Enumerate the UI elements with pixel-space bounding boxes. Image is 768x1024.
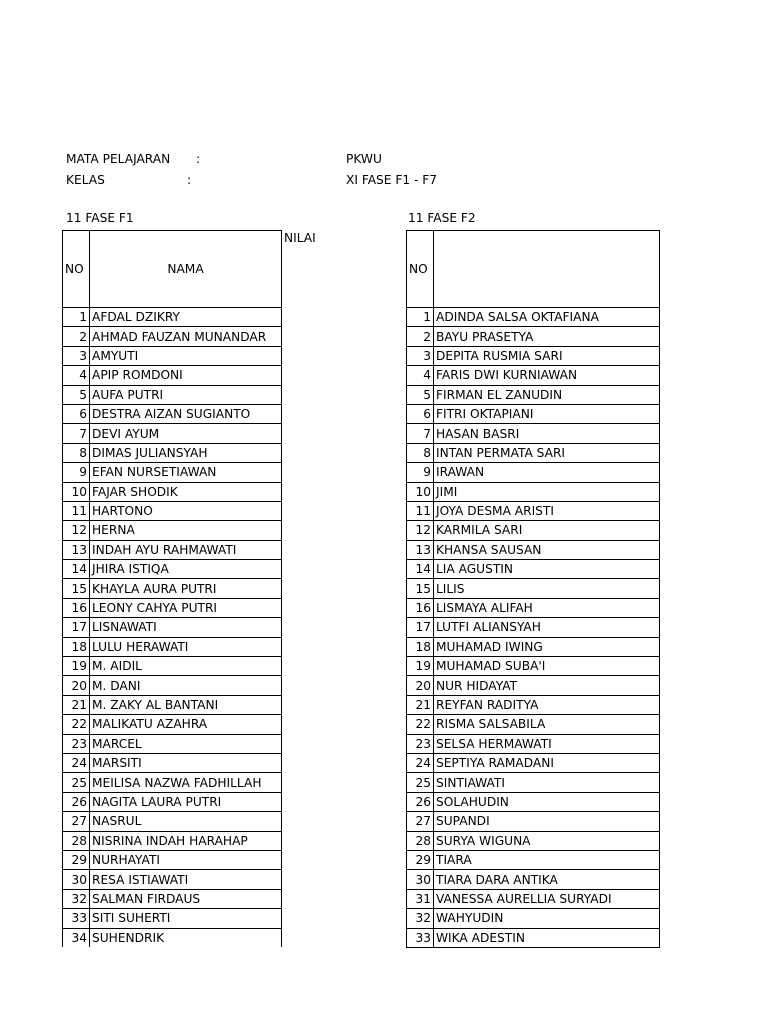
- table-row: [63, 463, 282, 482]
- row-number: 20: [63, 676, 90, 695]
- table-row: [63, 308, 282, 327]
- row-number: 31: [407, 889, 434, 908]
- student-table-f2: [406, 230, 660, 948]
- table-header-row: [407, 231, 660, 308]
- table-row: [407, 366, 660, 385]
- student-name: NURHAYATI: [90, 850, 282, 869]
- table-row: [407, 695, 660, 714]
- table-row: [407, 404, 660, 423]
- student-name: VANESSA AURELLIA SURYADI: [434, 889, 660, 908]
- student-name: MARSITI: [90, 753, 282, 772]
- student-name: HASAN BASRI: [434, 424, 660, 443]
- table-row: [63, 521, 282, 540]
- student-name: M. ZAKY AL BANTANI: [90, 695, 282, 714]
- student-name: AMYUTI: [90, 346, 282, 365]
- student-name: KHAYLA AURA PUTRI: [90, 579, 282, 598]
- student-name: FIRMAN EL ZANUDIN: [434, 385, 660, 404]
- row-number: 21: [63, 695, 90, 714]
- table-row: [63, 560, 282, 579]
- student-name: MUHAMAD SUBA'I: [434, 657, 660, 676]
- student-name: LIA AGUSTIN: [434, 560, 660, 579]
- row-number: 20: [407, 676, 434, 695]
- student-name: RESA ISTIAWATI: [90, 870, 282, 889]
- student-name: SUHENDRIK: [90, 928, 282, 947]
- student-name: MARCEL: [90, 734, 282, 753]
- table-row: [63, 850, 282, 869]
- table-row: [63, 889, 282, 908]
- table-row: [63, 598, 282, 617]
- table-row: [407, 463, 660, 482]
- student-name: LULU HERAWATI: [90, 637, 282, 656]
- table-row: [407, 792, 660, 811]
- table-row: [63, 385, 282, 404]
- table-row: [63, 657, 282, 676]
- table-row: [407, 657, 660, 676]
- student-name: M. AIDIL: [90, 657, 282, 676]
- table1-title: 11 FASE F1: [66, 211, 134, 225]
- row-number: 8: [63, 443, 90, 462]
- row-number: 32: [407, 909, 434, 928]
- row-number: 14: [63, 560, 90, 579]
- student-name: HERNA: [90, 521, 282, 540]
- table-row: [63, 734, 282, 753]
- row-number: 24: [63, 753, 90, 772]
- table-row: [63, 909, 282, 928]
- row-number: 17: [407, 618, 434, 637]
- student-name: TIARA: [434, 850, 660, 869]
- row-number: 9: [63, 463, 90, 482]
- row-number: 16: [407, 598, 434, 617]
- row-number: 19: [63, 657, 90, 676]
- nilai-column-label: NILAI: [284, 231, 316, 245]
- student-name: RISMA SALSABILA: [434, 715, 660, 734]
- table-row: [63, 637, 282, 656]
- table-row: [407, 637, 660, 656]
- row-number: 5: [407, 385, 434, 404]
- table-row: [407, 773, 660, 792]
- table-row: [407, 909, 660, 928]
- table-row: [63, 695, 282, 714]
- student-name: LILIS: [434, 579, 660, 598]
- student-name: DEPITA RUSMIA SARI: [434, 346, 660, 365]
- row-number: 18: [407, 637, 434, 656]
- row-number: 25: [407, 773, 434, 792]
- row-number: 12: [407, 521, 434, 540]
- row-number: 11: [63, 501, 90, 520]
- student-name: MEILISA NAZWA FADHILLAH: [90, 773, 282, 792]
- table-row: [407, 308, 660, 327]
- row-number: 18: [63, 637, 90, 656]
- subject-label: MATA PELAJARAN: [66, 152, 171, 166]
- table-row: [407, 327, 660, 346]
- class-colon: :: [187, 173, 192, 187]
- student-name: SELSA HERMAWATI: [434, 734, 660, 753]
- table-row: [63, 773, 282, 792]
- student-name: IRAWAN: [434, 463, 660, 482]
- row-number: 15: [407, 579, 434, 598]
- student-name: KHANSA SAUSAN: [434, 540, 660, 559]
- header-no: NO: [63, 231, 90, 308]
- student-name: ADINDA SALSA OKTAFIANA: [434, 308, 660, 327]
- table-row: [63, 870, 282, 889]
- row-number: 27: [63, 812, 90, 831]
- table-row: [407, 482, 660, 501]
- row-number: 23: [407, 734, 434, 753]
- row-number: 26: [407, 792, 434, 811]
- student-name: AUFA PUTRI: [90, 385, 282, 404]
- row-number: 34: [63, 928, 90, 947]
- student-name: FARIS DWI KURNIAWAN: [434, 366, 660, 385]
- row-number: 30: [407, 870, 434, 889]
- student-name: SALMAN FIRDAUS: [90, 889, 282, 908]
- student-name: NISRINA INDAH HARAHAP: [90, 831, 282, 850]
- table-row: [407, 346, 660, 365]
- table-row: [407, 598, 660, 617]
- row-number: 14: [407, 560, 434, 579]
- table-row: [63, 501, 282, 520]
- row-number: 19: [407, 657, 434, 676]
- table-row: [63, 579, 282, 598]
- student-name: REYFAN RADITYA: [434, 695, 660, 714]
- student-name: APIP ROMDONI: [90, 366, 282, 385]
- header-nama: NAMA: [90, 231, 282, 308]
- table-row: [63, 753, 282, 772]
- student-name: JIMI: [434, 482, 660, 501]
- row-number: 8: [407, 443, 434, 462]
- student-name: DIMAS JULIANSYAH: [90, 443, 282, 462]
- table-row: [63, 715, 282, 734]
- header-name-blank: [434, 231, 660, 308]
- row-number: 13: [407, 540, 434, 559]
- student-name: JOYA DESMA ARISTI: [434, 501, 660, 520]
- student-name: HARTONO: [90, 501, 282, 520]
- student-name: MUHAMAD IWING: [434, 637, 660, 656]
- row-number: 30: [63, 870, 90, 889]
- table-row: [63, 540, 282, 559]
- student-name: MALIKATU AZAHRA: [90, 715, 282, 734]
- student-name: SUPANDI: [434, 812, 660, 831]
- student-name: LEONY CAHYA PUTRI: [90, 598, 282, 617]
- row-number: 17: [63, 618, 90, 637]
- row-number: 7: [63, 424, 90, 443]
- student-name: WAHYUDIN: [434, 909, 660, 928]
- row-number: 33: [407, 928, 434, 947]
- row-number: 23: [63, 734, 90, 753]
- table-row: [407, 734, 660, 753]
- row-number: 13: [63, 540, 90, 559]
- row-number: 2: [407, 327, 434, 346]
- row-number: 1: [63, 308, 90, 327]
- row-number: 22: [407, 715, 434, 734]
- student-name: SINTIAWATI: [434, 773, 660, 792]
- table-header-row: [63, 231, 282, 308]
- student-name: JHIRA ISTIQA: [90, 560, 282, 579]
- table-row: [407, 812, 660, 831]
- table-row: [407, 443, 660, 462]
- row-number: 7: [407, 424, 434, 443]
- student-name: FAJAR SHODIK: [90, 482, 282, 501]
- table-row: [63, 424, 282, 443]
- table-row: [407, 501, 660, 520]
- table-row: [407, 889, 660, 908]
- table-row: [407, 560, 660, 579]
- table2-title: 11 FASE F2: [408, 211, 476, 225]
- student-name: BAYU PRASETYA: [434, 327, 660, 346]
- student-name: DEVI AYUM: [90, 424, 282, 443]
- row-number: 9: [407, 463, 434, 482]
- table-row: [407, 579, 660, 598]
- table-row: [63, 482, 282, 501]
- table-row: [407, 385, 660, 404]
- student-name: AFDAL DZIKRY: [90, 308, 282, 327]
- row-number: 4: [63, 366, 90, 385]
- table-row: [407, 831, 660, 850]
- student-name: DESTRA AIZAN SUGIANTO: [90, 404, 282, 423]
- table-row: [63, 327, 282, 346]
- row-number: 10: [63, 482, 90, 501]
- student-name: SITI SUHERTI: [90, 909, 282, 928]
- table-row: [407, 618, 660, 637]
- table-row: [63, 366, 282, 385]
- table-row: [63, 443, 282, 462]
- student-name: KARMILA SARI: [434, 521, 660, 540]
- table-row: [407, 540, 660, 559]
- row-number: 12: [63, 521, 90, 540]
- student-name: NUR HIDAYAT: [434, 676, 660, 695]
- table-row: [63, 676, 282, 695]
- table-row: [63, 346, 282, 365]
- student-name: LUTFI ALIANSYAH: [434, 618, 660, 637]
- table-row: [407, 715, 660, 734]
- row-number: 26: [63, 792, 90, 811]
- table-row: [407, 424, 660, 443]
- table-row: [407, 521, 660, 540]
- student-name: NAGITA LAURA PUTRI: [90, 792, 282, 811]
- student-name: NASRUL: [90, 812, 282, 831]
- student-name: LISNAWATI: [90, 618, 282, 637]
- class-label: KELAS: [66, 173, 105, 187]
- row-number: 27: [407, 812, 434, 831]
- row-number: 28: [407, 831, 434, 850]
- row-number: 11: [407, 501, 434, 520]
- student-name: TIARA DARA ANTIKA: [434, 870, 660, 889]
- student-name: SOLAHUDIN: [434, 792, 660, 811]
- table-row: [63, 618, 282, 637]
- row-number: 2: [63, 327, 90, 346]
- row-number: 33: [63, 909, 90, 928]
- table-row: [407, 676, 660, 695]
- student-name: WIKA ADESTIN: [434, 928, 660, 947]
- student-table-f1: [62, 230, 282, 947]
- student-name: LISMAYA ALIFAH: [434, 598, 660, 617]
- row-number: 15: [63, 579, 90, 598]
- row-number: 4: [407, 366, 434, 385]
- student-name: SEPTIYA RAMADANI: [434, 753, 660, 772]
- student-name: M. DANI: [90, 676, 282, 695]
- row-number: 1: [407, 308, 434, 327]
- student-name: SURYA WIGUNA: [434, 831, 660, 850]
- row-number: 29: [63, 850, 90, 869]
- subject-value: PKWU: [346, 152, 382, 166]
- row-number: 21: [407, 695, 434, 714]
- row-number: 32: [63, 889, 90, 908]
- student-name: INDAH AYU RAHMAWATI: [90, 540, 282, 559]
- row-number: 10: [407, 482, 434, 501]
- header-no: NO: [407, 231, 434, 308]
- row-number: 29: [407, 850, 434, 869]
- row-number: 16: [63, 598, 90, 617]
- row-number: 5: [63, 385, 90, 404]
- student-name: EFAN NURSETIAWAN: [90, 463, 282, 482]
- row-number: 28: [63, 831, 90, 850]
- table-row: [63, 404, 282, 423]
- row-number: 3: [63, 346, 90, 365]
- table-row: [407, 928, 660, 947]
- table-row: [63, 928, 282, 947]
- table-row: [407, 870, 660, 889]
- student-name: FITRI OKTAPIANI: [434, 404, 660, 423]
- table-row: [407, 753, 660, 772]
- row-number: 25: [63, 773, 90, 792]
- row-number: 6: [63, 404, 90, 423]
- row-number: 22: [63, 715, 90, 734]
- student-name: AHMAD FAUZAN MUNANDAR: [90, 327, 282, 346]
- table-row: [63, 831, 282, 850]
- table-row: [407, 850, 660, 869]
- row-number: 6: [407, 404, 434, 423]
- table-row: [63, 792, 282, 811]
- class-value: XI FASE F1 - F7: [346, 173, 438, 187]
- row-number: 3: [407, 346, 434, 365]
- table-row: [63, 812, 282, 831]
- student-name: INTAN PERMATA SARI: [434, 443, 660, 462]
- subject-colon: :: [196, 152, 201, 166]
- row-number: 24: [407, 753, 434, 772]
